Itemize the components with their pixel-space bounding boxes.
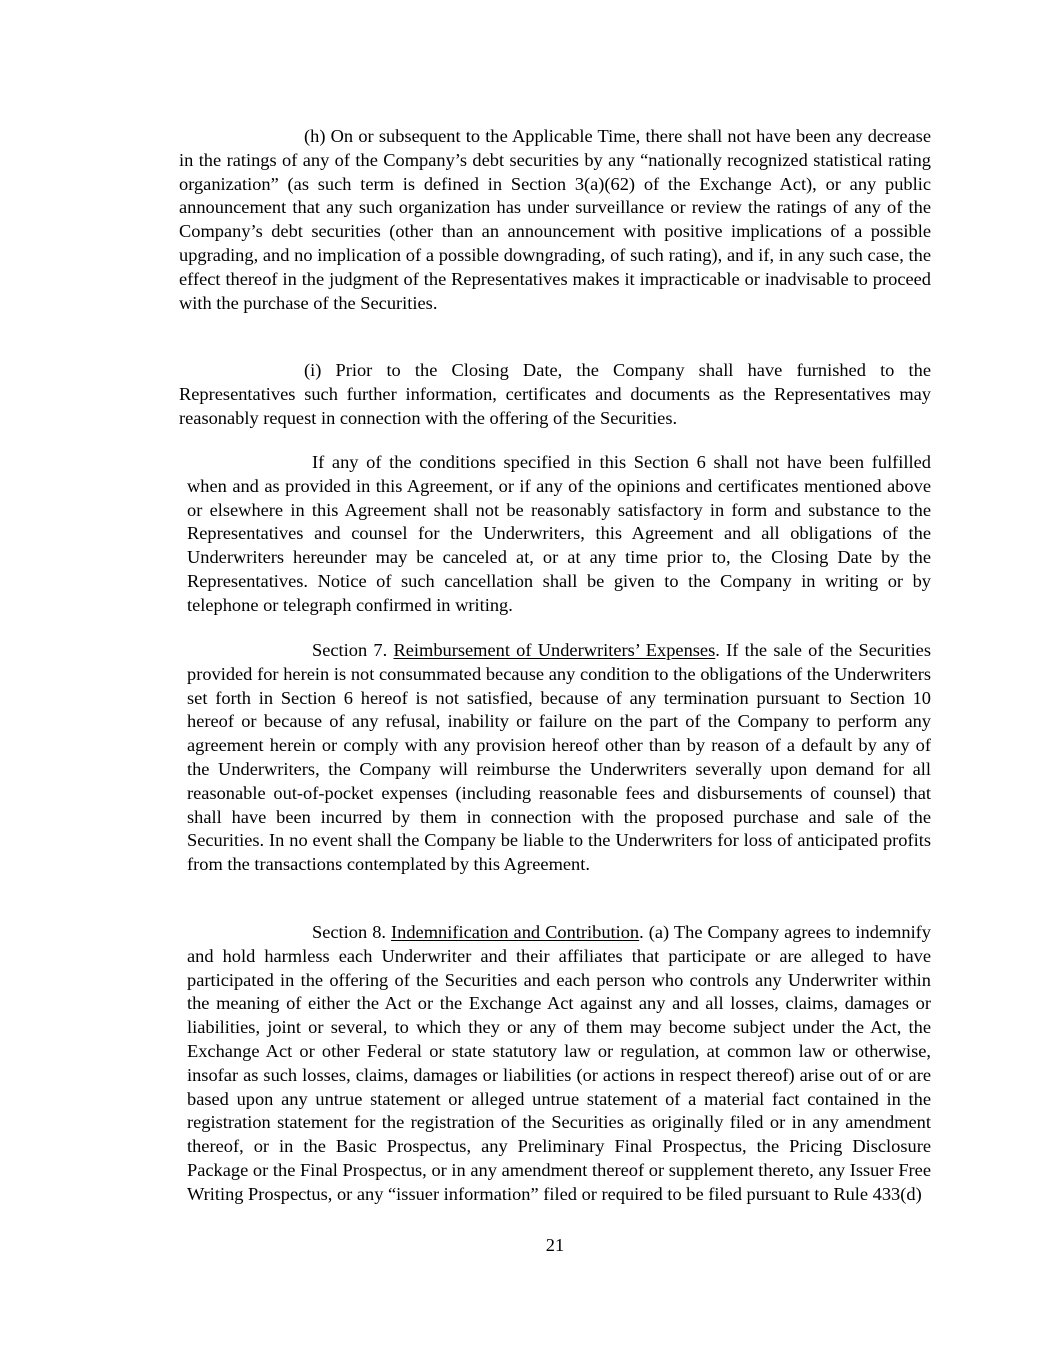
section-8-heading: Indemnification and Contribution	[391, 922, 640, 942]
paragraph-h: (h) On or subsequent to the Applicable Time, there shall not have been any decrease in the ratings of any of the Company’s debt securities by any “nationally recognized statistical rating organization” (as such term is defined in Section 3(a)(62) of the Exchange Act), or any public announcement that any such organization has under surveillance or review the ratings of any of the Company’s debt securities (other than an announcement with positive implications of a possible upgrading, and no implication of a possible downgrading, of such rating), and if, in any such case, the effect thereof in the judgment of the Representatives makes it impracticable or inadvisable to proceed with the purchase of the Securities.	[179, 126, 931, 313]
paragraph-conditions-not-fulfilled: If any of the conditions specified in this Section 6 shall not have been fulfilled when and as provided in this Agreement, or if any of the opinions and certificates mentioned above or elsewhere in this Agreement shall not be reasonably satisfactory in form and substance to the Representatives and counsel for the Underwriters, this Agreement and all obligations of the Underwriters hereunder may be canceled at, or at any time prior to, the Closing Date by the Representatives. Notice of such cancellation shall be given to the Company in writing or by telephone or telegraph confirmed in writing.	[187, 452, 931, 615]
section-7-number: Section 7.	[312, 640, 388, 660]
section-8-paragraph	[187, 921, 931, 1207]
section-7-heading: Reimbursement of Underwriters’ Expenses	[393, 640, 716, 660]
paragraph-i: (i) Prior to the Closing Date, the Company shall have furnished to the Representatives such further information, certificates and documents as the Representatives may reasonably request in connection with the offering of the Securities.	[179, 360, 931, 428]
page-number: 21	[545, 1235, 565, 1255]
section-8-body: . (a) The Company agrees to indemnify and hold harmless each Underwriter and their affiliates that participate or are alleged to have participated in the offering of the Securities and each person who controls any Underwriter within the meaning of either the Act or the Exchange Act against any and all losses, claims, damages or liabilities, joint or several, to which they or any of them may become subject under the Act, the Exchange Act or other Federal or state statutory law or regulation, at common law or otherwise, insofar as such losses, claims, damages or liabilities (or actions in respect thereof) arise out of or are based upon any untrue statement or alleged untrue statement of a material fact contained in the registration statement for the registration of the Securities as originally filed or in any amendment thereof, or in the Basic Prospectus, any Preliminary Final Prospectus, the Pricing Disclosure Package or the Final Prospectus, or in any amendment thereof or supplement thereto, any Issuer Free Writing Prospectus, or any “issuer information” filed or required to be filed pursuant to Rule 433(d)	[187, 922, 931, 1204]
section-7-body: . If the sale of the Securities provided for herein is not consummated because any condition to the obligations of the Underwriters set forth in Section 6 hereof is not satisfied, because of any termination pursuant to Section 10 hereof or because of any refusal, inability or failure on the part of the Company to perform any agreement herein or comply with any provision hereof other than by reason of a default by any of the Underwriters, the Company will reimburse the Underwriters severally upon demand for all reasonable out-of-pocket expenses (including reasonable fees and disbursements of counsel) that shall have been incurred by them in connection with the proposed purchase and sale of the Securities. In no event shall the Company be liable to the Underwriters for loss of anticipated profits from the transactions contemplated by this Agreement.	[187, 640, 931, 875]
section-7-paragraph	[187, 639, 931, 877]
section-8-number: Section 8.	[312, 922, 386, 942]
